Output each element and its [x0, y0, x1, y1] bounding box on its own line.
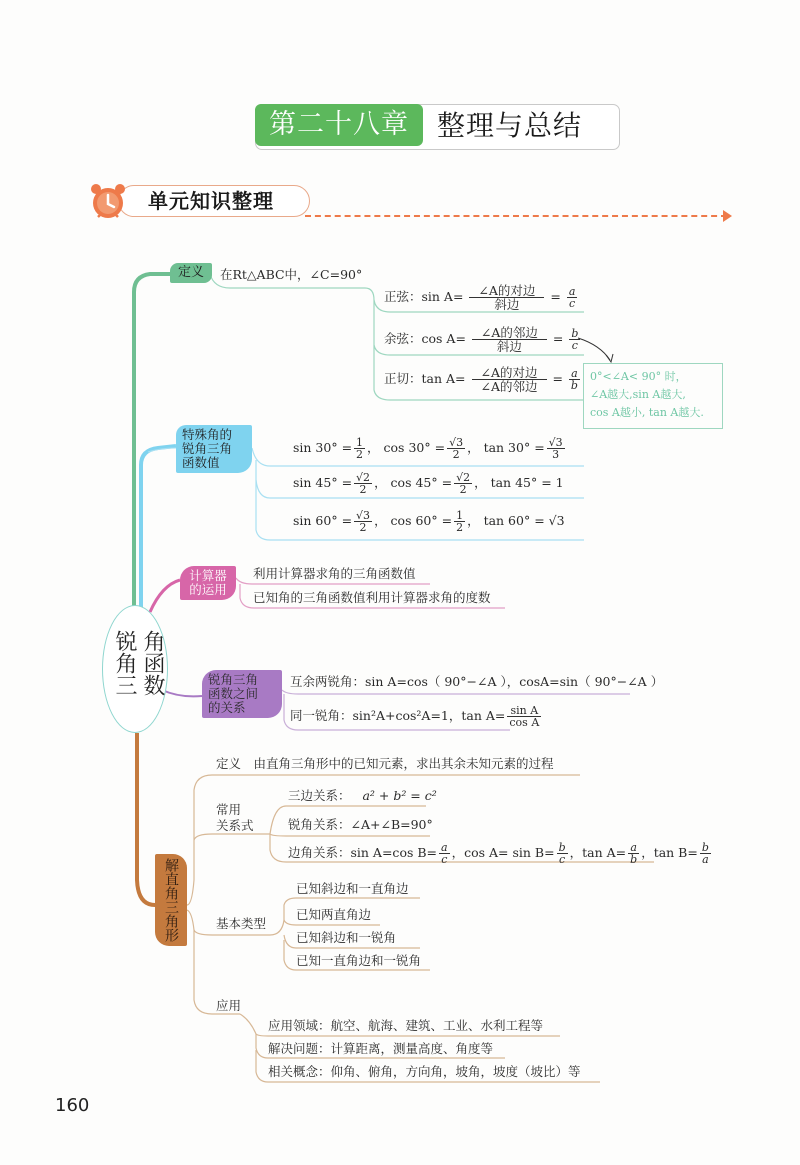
definition-cosine: 余弦：cos A= $\frac{\text{∠A的邻边}}{\text{斜边}}$ = $\frac{b}{c}$ — [384, 325, 579, 354]
note-line-2: ∠A越大,sin A越大, — [590, 388, 686, 401]
cosine-result: $\frac{b}{c}$ — [571, 327, 579, 352]
basic-type-4: 已知一直角边和一锐角 — [296, 953, 422, 968]
definition-tangent: 正切：tan A= $\frac{\text{∠A的对边}}{\text{∠A的邻边}}$ = $\frac{a}{b}$ — [384, 365, 578, 394]
note-line-1: 0°<∠A< 90° 时， — [590, 370, 687, 383]
chapter-title: 整理与总结 — [437, 109, 583, 142]
calculator-item-2: 已知角的三角函数值利用计算器求角的度数 — [253, 590, 491, 605]
side-angle-relation: 边角关系：sin A=cos B= $\frac{a}{c}$ ，cos A= sin B= $\frac{b}{c}$ ，tan A= $\frac{a}{b}$ ，tan B= $\frac{b}{a}$ — [288, 841, 709, 866]
common-relations-label: 常用 关系式 — [216, 802, 254, 833]
note-line-3: cos A越小, tan A越大. — [590, 406, 704, 419]
tangent-fraction: $\frac{\text{∠A的对边}}{\text{∠A的邻边}}$ — [472, 366, 547, 393]
calculator-item-1: 利用计算器求角的三角函数值 — [253, 566, 416, 581]
acute-angle-relation: 锐角关系：∠A+∠B=90° — [288, 817, 433, 832]
arrow-head-icon — [723, 210, 732, 222]
monotonicity-note — [583, 363, 723, 429]
branch-relations: 锐角三角 函数之间 的关系 — [202, 670, 282, 718]
application-label: 应用 — [216, 998, 242, 1013]
page-number: 160 — [55, 1095, 90, 1116]
basic-types-label: 基本类型 — [216, 916, 267, 931]
center-col-1: 锐角三 — [112, 630, 137, 696]
dashed-arrow-line — [305, 215, 727, 217]
relation-complementary: 互余两锐角：sin A=cos（ 90°−∠A ），cosA=sin（ 90°−∠A ） — [290, 674, 664, 689]
special-row-45: sin 45° = $\frac{√2}{2}$ ， cos 45° = $\frac{√2}{2}$ ， tan 45° = 1 — [293, 471, 564, 496]
basic-type-3: 已知斜边和一锐角 — [296, 930, 397, 945]
center-col-2: 角函数 — [140, 630, 165, 696]
special-row-30: sin 30° = $\frac{1}{2}$ ， cos 30° = $\frac{√3}{2}$ ， tan 30° = $\frac{√3}{3}$ — [293, 436, 563, 461]
section-title: 单元知识整理 — [148, 189, 274, 213]
definition-sine: 正弦：sin A= $\frac{\text{∠A的对边}}{\text{斜边}}$ = $\frac{a}{c}$ — [384, 283, 576, 312]
special-row-60: sin 60° = $\frac{√3}{2}$ ， cos 60° = $\frac{1}{2}$ ， tan 60° = √3 — [293, 509, 565, 534]
tangent-prefix: 正切：tan A= — [384, 371, 466, 386]
application-item-1: 应用领域：航空、航海、建筑、工业、水利工程等 — [268, 1018, 544, 1033]
tangent-result: $\frac{a}{b}$ — [570, 367, 578, 392]
sine-prefix: 正弦：sin A= — [384, 289, 464, 304]
three-sides-relation: 三边关系： a² + b² = c² — [288, 788, 437, 803]
relation-same-angle: 同一锐角：sin²A+cos²A=1，tan A= $\frac{\text{sin A}}{\text{cos A}}$ — [290, 704, 540, 729]
sine-result: $\frac{a}{c}$ — [568, 285, 576, 310]
chapter-label: 第二十八章 — [255, 104, 423, 146]
sine-fraction: $\frac{\text{∠A的对边}}{\text{斜边}}$ — [469, 284, 544, 311]
application-item-2: 解决问题：计算距离，测量高度、角度等 — [268, 1041, 494, 1056]
branch-solve-right-triangle: 解直角三角形 — [155, 854, 187, 946]
application-item-3: 相关概念：仰角、俯角，方向角，坡角，坡度（坡比）等 — [268, 1064, 581, 1079]
cosine-fraction: $\frac{\text{∠A的邻边}}{\text{斜边}}$ — [472, 326, 547, 353]
basic-type-2: 已知两直角边 — [296, 907, 372, 922]
basic-type-1: 已知斜边和一直角边 — [296, 881, 409, 896]
cosine-prefix: 余弦：cos A= — [384, 331, 466, 346]
branch-definition: 定义 — [170, 263, 212, 283]
alarm-clock-icon — [88, 181, 128, 221]
solve-definition: 定义 由直角三角形中的已知元素，求出其余未知元素的过程 — [216, 756, 554, 771]
definition-premise: 在Rt△ABC中，∠C=90° — [220, 267, 363, 282]
center-node-label — [110, 630, 166, 696]
branch-special-values: 特殊角的 锐角三角 函数值 — [176, 425, 252, 473]
branch-calculator: 计算器 的运用 — [180, 566, 236, 600]
